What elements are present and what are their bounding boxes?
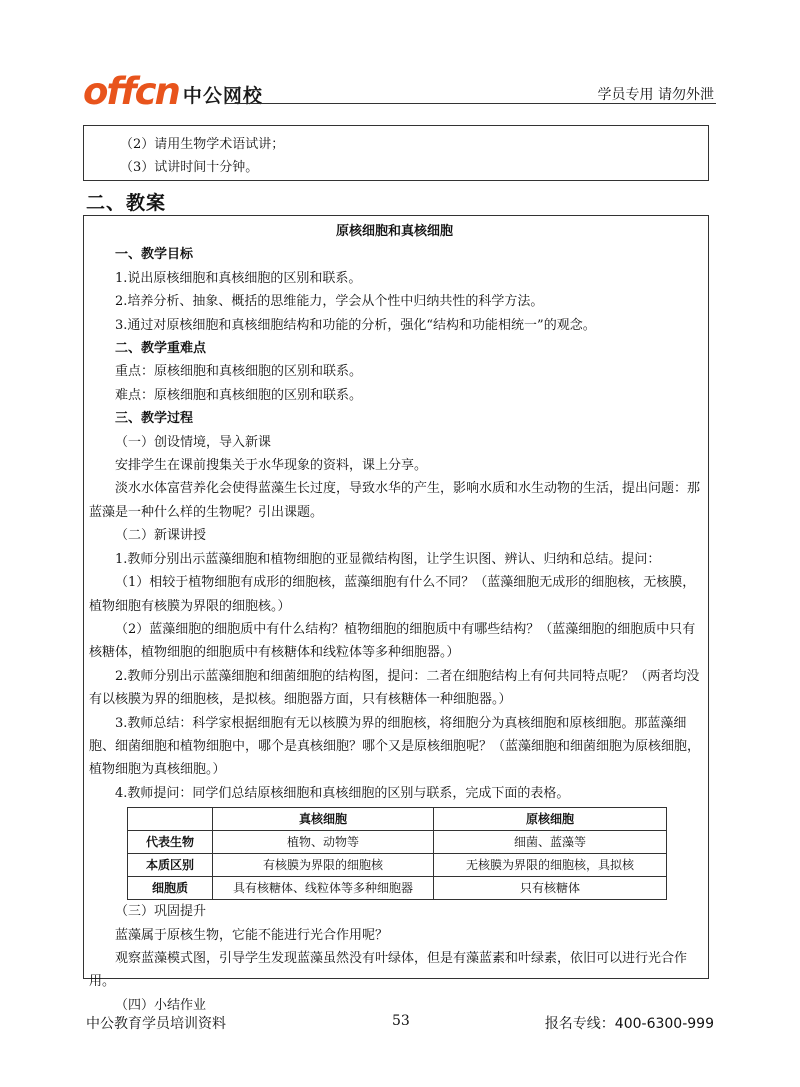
table-row [128,831,667,854]
paragraph: 安排学生在课前搜集关于水华现象的资料，课上分享。 [115,458,428,474]
table-cell: 植物、动物等 [213,831,434,854]
goal-item: 3.通过对原核细胞和真核细胞结构和功能的分析，强化“结构和功能相统一”的观念。 [115,317,596,333]
table-row [128,854,667,877]
paragraph: 3.教师总结：科学家根据细胞有无以核膜为界的细胞核，将细胞分为真核细胞和原核细胞。那蓝藻细胞、细菌细胞和植物细胞中，哪个是真核细胞？哪个又是原核细胞呢？（蓝藻细胞和细菌细胞为原核细胞，植物细胞为真核细胞。） [89,715,701,778]
table-cell: 细菌、蓝藻等 [434,831,667,854]
instruction-line-2: （2）请用生物学术语试讲； [120,137,285,152]
row-label: 细胞质 [128,877,213,900]
part3-title: （三）巩固提升 [115,904,207,920]
part4-title: （四）小结作业 [115,997,207,1013]
part1-title: （一）创设情境，导入新课 [115,434,272,450]
instructions-box [83,125,709,181]
instruction-line-3: （3）试讲时间十分钟。 [120,160,259,175]
comparison-table [127,807,667,900]
table-row [128,877,667,900]
paragraph: 2.教师分别出示蓝藻细胞和细菌细胞的结构图，提问：二者在细胞结构上有何共同特点呢？（两者均没有以核膜为界的细胞核，是拟核。细胞器方面，只有核糖体一种细胞器。） [89,668,700,708]
goals-heading: 一、教学目标 [115,247,194,263]
key-point: 重点：原核细胞和真核细胞的区别和联系。 [115,364,363,380]
process-heading: 三、教学过程 [115,411,194,427]
page-number: 53 [392,1013,410,1029]
table-header-cell [128,808,213,831]
part2-title: （二）新课讲授 [115,528,207,544]
lesson-title: 原核细胞和真核细胞 [335,224,453,239]
paragraph: 观察蓝藻模式图，引导学生发现蓝藻虽然没有叶绿体，但是有藻蓝素和叶绿素，依旧可以进行光合作用。 [89,950,688,990]
keypoints-heading: 二、教学重难点 [115,341,207,357]
row-label: 代表生物 [128,831,213,854]
paragraph: 蓝藻属于原核生物，它能不能进行光合作用呢？ [115,927,389,943]
paragraph: 淡水水体富营养化会使得蓝藻生长过度，导致水华的产生，影响水质和水生动物的生活，提出问题：那蓝藻是一种什么样的生物呢？引出课题。 [89,481,701,520]
table-header-cell: 真核细胞 [213,808,434,831]
logo-mark: offcn [83,70,179,113]
table-cell: 无核膜为界限的细胞核，具拟核 [434,854,667,877]
goal-item: 1.说出原核细胞和真核细胞的区别和联系。 [115,270,362,286]
table-header-cell: 原核细胞 [434,808,667,831]
footer-hotline: 报名专线：400-6300-999 [544,1016,714,1032]
offcn-logo [83,70,263,113]
logo-text: 中公网校 [182,85,263,107]
confidential-notice: 学员专用 请勿外泄 [597,87,714,103]
paragraph: 4.教师提问：同学们总结原核细胞和真核细胞的区别与联系，完成下面的表格。 [115,785,570,801]
question: （2）蓝藻细胞的细胞质中有什么结构？植物细胞的细胞质中有哪些结构？（蓝藻细胞的细胞质中只有核糖体，植物细胞的细胞质中有核糖体和线粒体等多种细胞器。） [89,621,696,661]
table-header-row [128,808,667,831]
table-cell: 有核膜为界限的细胞核 [213,854,434,877]
row-label: 本质区别 [128,854,213,877]
goal-item: 2.培养分析、抽象、概括的思维能力，学会从个性中归纳共性的科学方法。 [115,294,544,310]
table-cell: 具有核糖体、线粒体等多种细胞器 [213,877,434,900]
section-title: 二、教案 [86,192,167,214]
question: （1）相较于植物细胞有成形的细胞核，蓝藻细胞有什么不同？（蓝藻细胞无成形的细胞核，无核膜，植物细胞有核膜为界限的细胞核。） [89,575,696,614]
lesson-plan-box [83,215,709,1013]
difficult-point: 难点：原核细胞和真核细胞的区别和联系。 [115,387,363,403]
paragraph: 1.教师分别出示蓝藻细胞和植物细胞的亚显微结构图，让学生识图、辨认、归纳和总结。提问： [115,551,661,567]
footer-source: 中公教育学员培训资料 [86,1016,226,1032]
table-cell: 只有核糖体 [434,877,667,900]
